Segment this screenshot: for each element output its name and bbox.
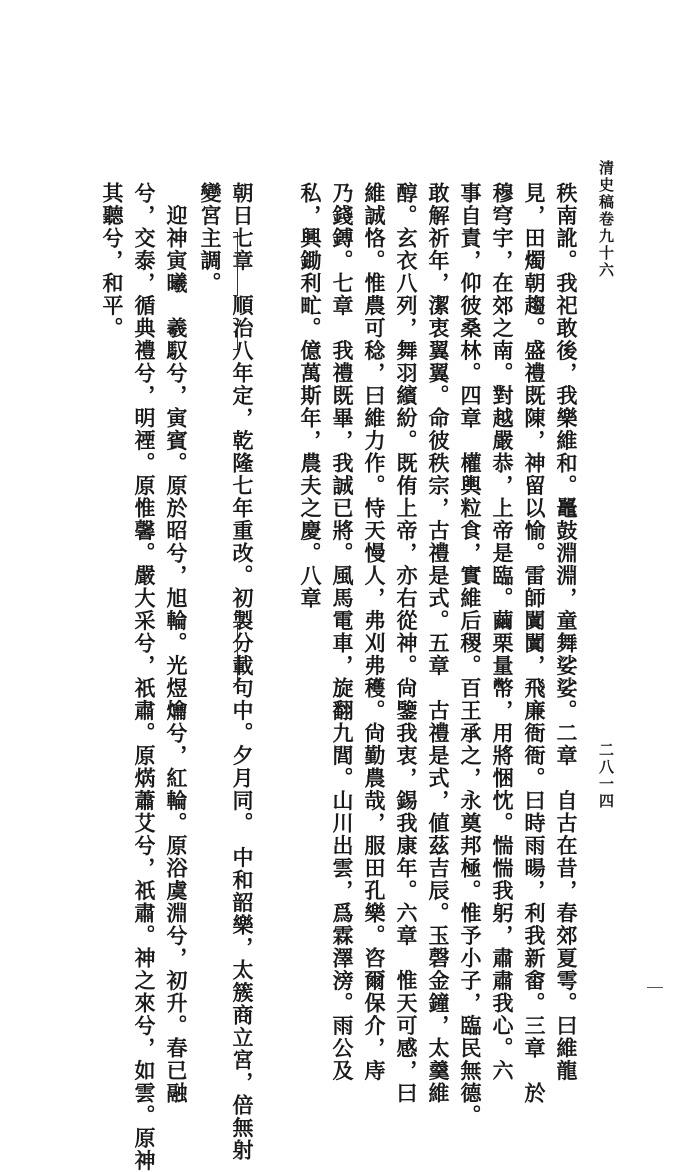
text-column: 兮，交泰，循典禮兮，明禋。原惟馨。嚴大采兮，祇肅。原焫蕭艾兮，祇肅。神之來兮，如雲。原神	[132, 182, 157, 1172]
note-bracket	[233, 622, 238, 684]
text-column: 敢解祈年，潔衷翼翼。命彼秩宗，古禮是式。五章 古禮是式，値茲吉辰。玉磬金鐘，太羹維	[426, 182, 451, 1105]
text-column: 乃錢鎛。七章 我禮既畢，我誠已將。風馬電車，旋翻九閭。山川出雲，爲霖澤滂。雨公及	[330, 182, 355, 1082]
text-column: 其聽兮，和平。	[100, 182, 125, 340]
section-heading-column: 朝日七章 順治八年定，乾隆七年重改。初製分載句中。夕月同。 中和韶樂，太簇商立宮，倍無射	[230, 182, 255, 1162]
note-bracket	[233, 318, 238, 350]
text-column: 維誠恪。惟農可稔，曰維力作。恃天慢人，弗刈弗穫。尙勤農哉，服田孔樂。咨爾保介，庤	[362, 182, 387, 1082]
text-column: 迎神寅曦 羲馭兮，寅賓。原於昭兮，旭輪。光煜爚兮，紅輪。原浴虞淵兮，初升。春已融	[164, 182, 189, 1105]
text-column: 變宮主調。	[198, 182, 223, 295]
note-bracket	[233, 232, 238, 296]
text-column: 私，興鋤利甿。億萬斯年，農夫之慶。八章	[298, 182, 323, 610]
page-number: 二八一四	[597, 742, 615, 810]
text-column: 穆穹宇，在郊之南。對越嚴恭，上帝是臨。繭栗量幣，用將悃忱。惴惴我躬，肅肅我心。六	[490, 182, 515, 1082]
page-edge-mark	[647, 987, 663, 988]
text-column: 秩南訛。我祀敢後，我樂維和。鼉鼓淵淵，童舞娑娑。二章 自古在昔，春郊夏雩。曰維龍	[554, 182, 579, 1082]
book-title: 清史稿卷九十六	[597, 160, 615, 279]
text-column: 事自責，仰彼桑林。四章 權輿粒食，實維后稷。百王承之，永奠邦極。惟予小子，臨民無德。	[458, 182, 483, 1127]
text-column: 見，田燭朝趨。盛禮既陳，神留以愉。雷師闐闐，飛廉衙衙。曰時雨暘，利我新畬。三章 於	[522, 182, 547, 1105]
text-column: 醇。玄衣八列，舞羽繽紛。既侑上帝，亦右從神。尙鑒我衷，錫我康年。六章 惟天可感，曰	[394, 182, 419, 1105]
